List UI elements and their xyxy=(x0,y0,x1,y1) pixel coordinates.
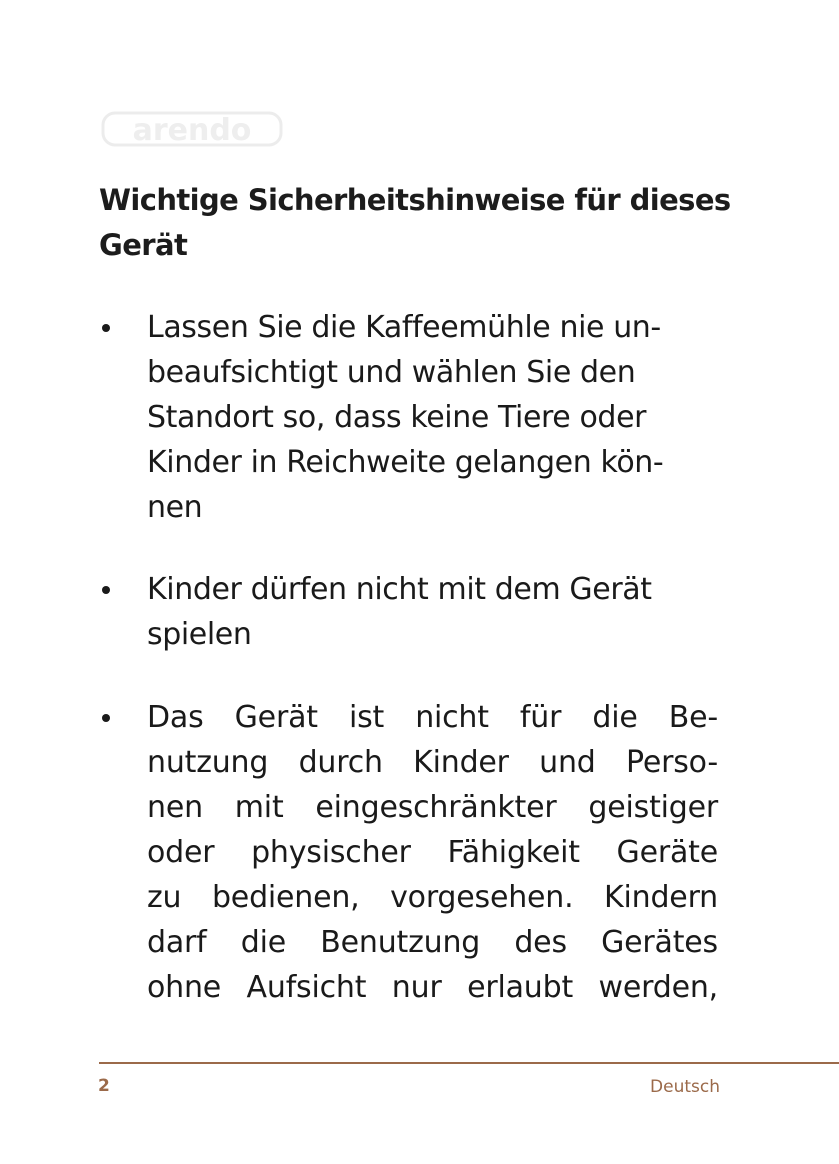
logo-text: arendo xyxy=(132,113,252,148)
bullet-line: oder physischer Fähigkeit Geräte xyxy=(147,835,718,870)
bullet-dot-icon xyxy=(102,586,110,594)
bullet-line: Kinder dürfen nicht mit dem Gerät xyxy=(147,572,652,607)
bullet-line: darf die Benutzung des Gerätes xyxy=(147,925,718,960)
bullet-line: Standort so, dass keine Tiere oder xyxy=(147,400,647,435)
page-number: 2 xyxy=(98,1076,110,1096)
footer-language-label: Deutsch xyxy=(650,1077,720,1097)
page-title-line-2: Gerät xyxy=(99,228,188,262)
bullet-line: Kinder in Reichweite gelangen kön- xyxy=(147,445,664,480)
bullet-dot-icon xyxy=(102,324,110,332)
bullet-line: zu bedienen, vorgesehen. Kindern xyxy=(147,880,718,915)
bullet-line: Das Gerät ist nicht für die Be- xyxy=(147,700,718,735)
bullet-line: beaufsichtigt und wählen Sie den xyxy=(147,355,636,390)
bullet-line: spielen xyxy=(147,617,252,652)
bullet-dot-icon xyxy=(102,714,110,722)
bullet-line: ohne Aufsicht nur erlaubt werden, xyxy=(147,970,718,1005)
bullet-line: nen mit eingeschränkter geistiger xyxy=(147,790,718,825)
footer-divider xyxy=(99,1062,839,1064)
page-title-line-1: Wichtige Sicherheitshinweise für dieses xyxy=(99,183,731,217)
bullet-line: nutzung durch Kinder und Perso- xyxy=(147,745,718,780)
bullet-line: nen xyxy=(147,490,203,525)
bullet-line: Lassen Sie die Kaffeemühle nie un- xyxy=(147,310,661,345)
